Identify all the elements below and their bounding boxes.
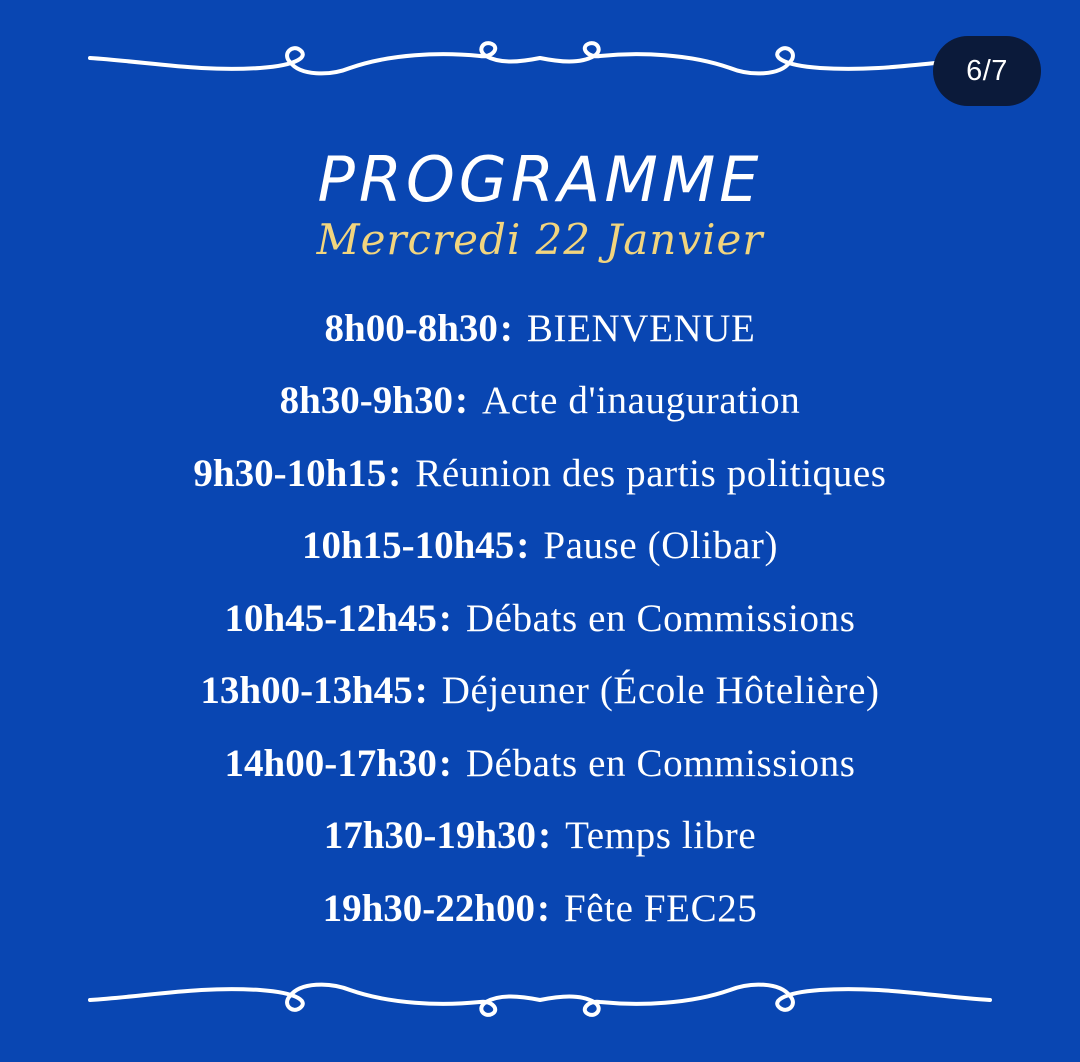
schedule-row: 10h15-10h45 : Pause (Olibar) (301, 524, 779, 568)
schedule-activity: Acte d'inauguration (481, 379, 801, 423)
schedule-activity: Pause (Olibar) (543, 524, 779, 568)
schedule-activity: Débats en Commissions (465, 741, 856, 785)
top-flourish-divider-icon (0, 32, 1080, 112)
schedule-activity: Temps libre (565, 814, 757, 858)
schedule-row: 19h30-22h00 : Fête FEC25 (322, 886, 758, 930)
schedule-time: 13h00-13h45 (200, 669, 413, 713)
schedule-row: 10h45-12h45 : Débats en Commissions (224, 596, 856, 640)
schedule-row: 17h30-19h30 : Temps libre (323, 814, 757, 858)
schedule-activity: Fête FEC25 (563, 886, 758, 930)
schedule-time: 8h30-9h30 (279, 379, 453, 423)
schedule-row: 8h00-8h30 : BIENVENUE (324, 306, 756, 350)
schedule-row: 8h30-9h30 : Acte d'inauguration (279, 379, 801, 423)
slide-counter-text: 6/7 (966, 54, 1008, 87)
schedule-time: 17h30-19h30 (323, 814, 537, 858)
event-date: Mercredi 22 Janvier (316, 215, 764, 264)
schedule-activity: Réunion des partis politiques (415, 451, 887, 495)
schedule-activity: Déjeuner (École Hôtelière) (441, 669, 880, 713)
schedule-time: 10h45-12h45 (224, 596, 437, 640)
schedule-list (0, 292, 1080, 945)
schedule-activity: BIENVENUE (526, 306, 756, 350)
schedule-time: 10h15-10h45 (301, 524, 515, 568)
schedule-activity: Débats en Commissions (465, 596, 856, 640)
schedule-row: 13h00-13h45 : Déjeuner (École Hôtelière) (200, 669, 880, 713)
schedule-time: 19h30-22h00 (322, 886, 535, 930)
schedule-row: 14h00-17h30 : Débats en Commissions (224, 741, 856, 785)
schedule-row: 9h30-10h15 : Réunion des partis politiques (193, 451, 887, 495)
slide-counter-badge (933, 36, 1041, 106)
schedule-time: 14h00-17h30 (224, 741, 437, 785)
schedule-time: 9h30-10h15 (193, 451, 387, 495)
schedule-time: 8h00-8h30 (324, 306, 498, 350)
bottom-flourish-divider-icon (0, 948, 1080, 1028)
page-title: PROGRAMME (317, 142, 763, 216)
